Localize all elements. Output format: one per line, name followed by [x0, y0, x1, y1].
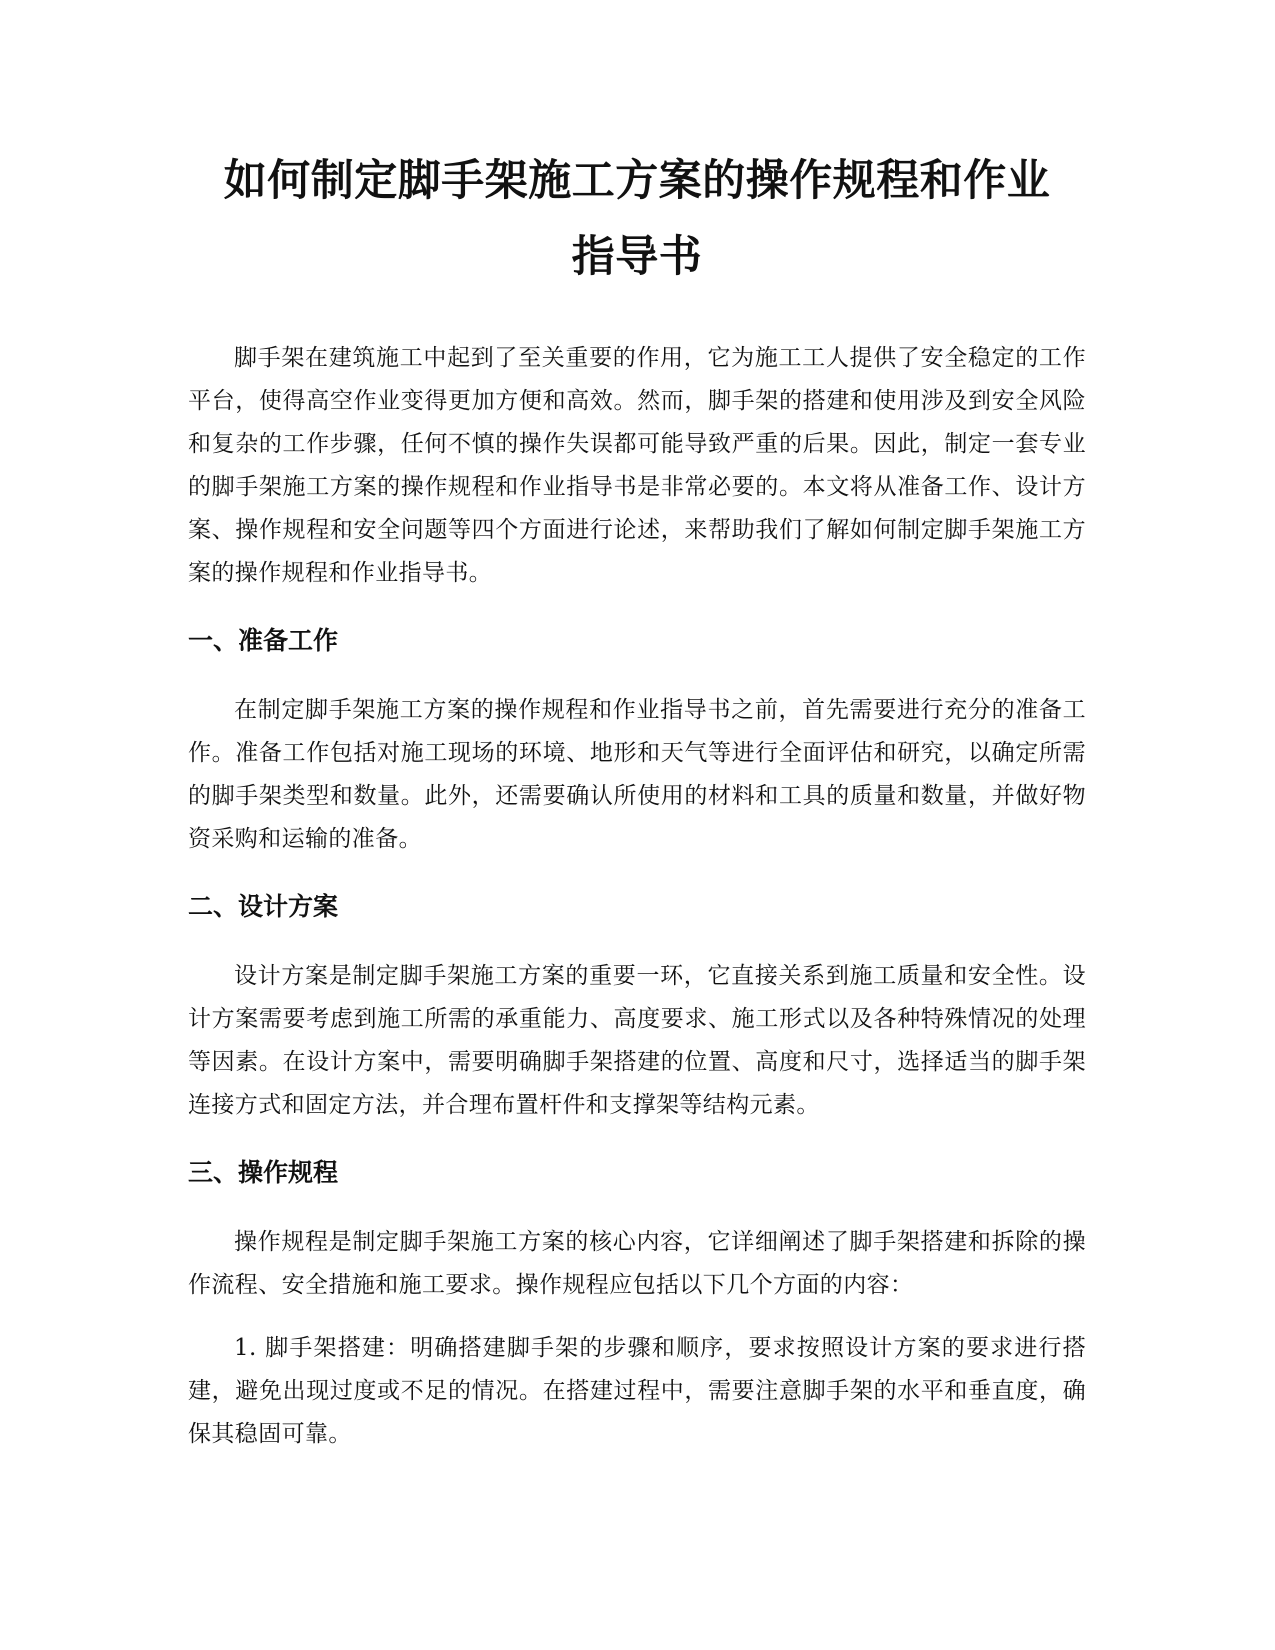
- section-body-procedures: 操作规程是制定脚手架施工方案的核心内容，它详细阐述了脚手架搭建和拆除的操作流程、安全措施和施工要求。操作规程应包括以下几个方面的内容：: [188, 1229, 1086, 1298]
- spacer: [188, 595, 1086, 623]
- document-content: [188, 143, 1086, 1456]
- list-item-scaffold-erection: 1. 脚手架搭建：明确搭建脚手架的步骤和顺序，要求按照设计方案的要求进行搭建，避免出现过度或不足的情况。在搭建过程中，需要注意脚手架的水平和垂直度，确保其稳固可靠。: [188, 1335, 1086, 1447]
- section-heading-procedures: 三、操作规程: [188, 1158, 339, 1187]
- document-title: [188, 143, 1086, 295]
- document-title-line-2: 指导书: [571, 232, 703, 282]
- spacer: [188, 295, 1086, 337]
- intro-paragraph: 脚手架在建筑施工中起到了至关重要的作用，它为施工工人提供了安全稳定的工作平台，使得高空作业变得更加方便和高效。然而，脚手架的搭建和使用涉及到安全风险和复杂的工作步骤，任何不慎的操作失误都可能导致严重的后果。因此，制定一套专业的脚手架施工方案的操作规程和作业指导书是非常必要的。本文将从准备工作、设计方案、操作规程和安全问题等四个方面进行论述，来帮助我们了解如何制定脚手架施工方案的操作规程和作业指导书。: [188, 345, 1086, 586]
- section-heading-preparation: 一、准备工作: [188, 626, 339, 655]
- spacer: [188, 925, 1086, 955]
- spacer: [188, 1127, 1086, 1155]
- spacer: [188, 861, 1086, 889]
- spacer: [188, 659, 1086, 689]
- spacer: [188, 1307, 1086, 1327]
- section-body-design: 设计方案是制定脚手架施工方案的重要一环，它直接关系到施工质量和安全性。设计方案需要考虑到施工所需的承重能力、高度要求、施工形式以及各种特殊情况的处理等因素。在设计方案中，需要明确脚手架搭建的位置、高度和尺寸，选择适当的脚手架连接方式和固定方法，并合理布置杆件和支撑架等结构元素。: [188, 963, 1086, 1118]
- document-title-line-1: 如何制定脚手架施工方案的操作规程和作业: [223, 156, 1051, 206]
- section-body-preparation: 在制定脚手架施工方案的操作规程和作业指导书之前，首先需要进行充分的准备工作。准备工作包括对施工现场的环境、地形和天气等进行全面评估和研究，以确定所需的脚手架类型和数量。此外，还需要确认所使用的材料和工具的质量和数量，并做好物资采购和运输的准备。: [188, 697, 1086, 852]
- section-heading-design: 二、设计方案: [188, 892, 339, 921]
- spacer: [188, 1191, 1086, 1221]
